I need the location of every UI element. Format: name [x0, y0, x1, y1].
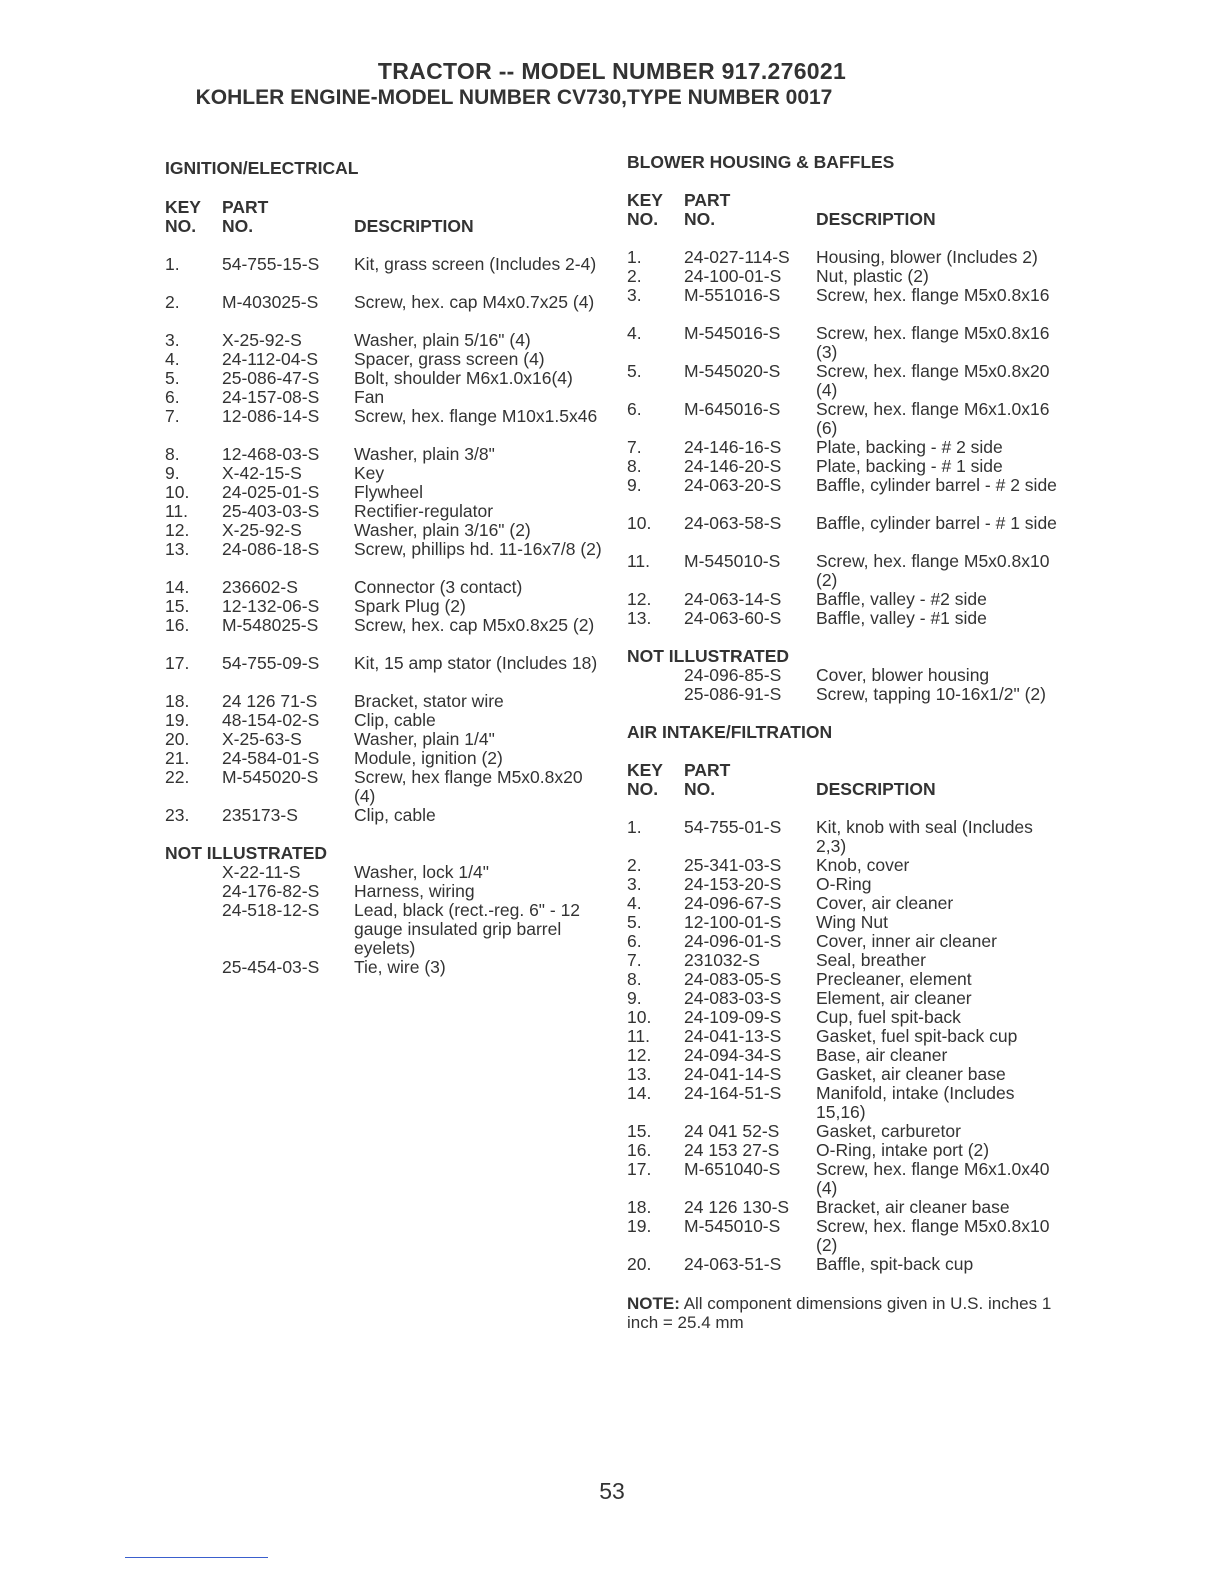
key-number: 14. [627, 1083, 652, 1103]
part-number: 24-041-14-S [684, 1064, 782, 1084]
key-number: 8. [165, 444, 180, 464]
key-number: 14. [165, 577, 190, 597]
part-number: X-25-63-S [222, 729, 302, 749]
page-number: 53 [599, 1478, 625, 1504]
part-description: Screw, hex. flange M10x1.5x46 [354, 406, 598, 426]
key-number: 13. [627, 608, 652, 628]
col-header-key-no: NO. [627, 779, 659, 799]
part-number: 54-755-09-S [222, 653, 320, 673]
part-number: 25-341-03-S [684, 855, 782, 875]
part-number: 54-755-01-S [684, 817, 782, 837]
note-text: All component dimensions given in U.S. inches 1 inch = 25.4 mm [627, 1294, 1052, 1332]
part-description: Baffle, spit-back cup [816, 1254, 974, 1274]
part-description: Housing, blower (Includes 2) [816, 247, 1038, 267]
part-number: 24-096-85-S [684, 665, 782, 685]
key-number: 20. [165, 729, 190, 749]
part-number: X-42-15-S [222, 463, 302, 483]
key-number: 10. [627, 513, 652, 533]
key-number: 7. [165, 406, 180, 426]
part-number: M-403025-S [222, 292, 319, 312]
key-number: 13. [165, 539, 190, 559]
part-number: M-545010-S [684, 1216, 781, 1236]
part-number: 48-154-02-S [222, 710, 320, 730]
part-number: 24-176-82-S [222, 881, 320, 901]
part-description: Clip, cable [354, 710, 436, 730]
footer-divider [125, 1557, 268, 1558]
part-description: Washer, plain 5/16" (4) [354, 330, 531, 350]
part-number: 24-153-20-S [684, 874, 782, 894]
key-number: 10. [627, 1007, 652, 1027]
part-number: 12-100-01-S [684, 912, 782, 932]
part-number: 24-146-16-S [684, 437, 782, 457]
part-number: 24-083-03-S [684, 988, 782, 1008]
part-description: Cover, inner air cleaner [816, 931, 997, 951]
part-number: 24-094-34-S [684, 1045, 782, 1065]
key-number: 3. [627, 285, 642, 305]
part-number: X-25-92-S [222, 520, 302, 540]
part-number: 25-086-91-S [684, 684, 782, 704]
key-number: 19. [627, 1216, 652, 1236]
part-description: Cover, air cleaner [816, 893, 954, 913]
part-description: Washer, plain 1/4" [354, 729, 495, 749]
part-description: Baffle, cylinder barrel - # 2 side [816, 475, 1057, 495]
col-header-part-no: NO. [684, 779, 716, 799]
key-number: 6. [165, 387, 180, 407]
part-description: Screw, hex. flange M5x0.8x16 (3) [816, 323, 1050, 362]
part-description: O-Ring [816, 874, 872, 894]
part-number: 24-109-09-S [684, 1007, 782, 1027]
part-description: Screw, hex. flange M5x0.8x20 (4) [816, 361, 1050, 400]
part-number: 24-096-01-S [684, 931, 782, 951]
part-number: 24 041 52-S [684, 1121, 780, 1141]
part-description: Washer, lock 1/4" [354, 862, 489, 882]
part-description: Screw, hex. flange M5x0.8x16 [816, 285, 1050, 305]
part-description: Plate, backing - # 1 side [816, 456, 1003, 476]
part-number: M-545020-S [684, 361, 781, 381]
section-title: IGNITION/ELECTRICAL [165, 158, 359, 178]
part-description: Base, air cleaner [816, 1045, 948, 1065]
part-number: 25-403-03-S [222, 501, 320, 521]
key-number: 4. [165, 349, 180, 369]
key-number: 12. [165, 520, 190, 540]
part-number: 24-157-08-S [222, 387, 320, 407]
part-number: 12-468-03-S [222, 444, 320, 464]
page-subtitle: KOHLER ENGINE-MODEL NUMBER CV730,TYPE NUMBER 0017 [195, 86, 833, 109]
part-number: 25-454-03-S [222, 957, 320, 977]
key-number: 19. [165, 710, 190, 730]
key-number: 3. [627, 874, 642, 894]
part-number: 24-100-01-S [684, 266, 782, 286]
part-number: M-651040-S [684, 1159, 781, 1179]
key-number: 17. [627, 1159, 652, 1179]
note-label: NOTE: [627, 1294, 680, 1313]
part-description: Screw, tapping 10-16x1/2" (2) [816, 684, 1046, 704]
key-number: 20. [627, 1254, 652, 1274]
part-description: Clip, cable [354, 805, 436, 825]
col-header-part-no: NO. [222, 216, 254, 236]
part-description: Bolt, shoulder M6x1.0x16(4) [354, 368, 573, 388]
key-number: 10. [165, 482, 190, 502]
part-description: Screw, hex. cap M5x0.8x25 (2) [354, 615, 595, 635]
part-number: 24-096-67-S [684, 893, 782, 913]
part-number: 24 153 27-S [684, 1140, 780, 1160]
key-number: 15. [165, 596, 190, 616]
key-number: 18. [165, 691, 190, 711]
key-number: 4. [627, 893, 642, 913]
key-number: 12. [627, 589, 652, 609]
part-description: Seal, breather [816, 950, 926, 970]
part-number: 24-086-18-S [222, 539, 320, 559]
col-header-key: KEY [627, 190, 663, 210]
key-number: 18. [627, 1197, 652, 1217]
part-description: Nut, plastic (2) [816, 266, 929, 286]
part-number: 24-518-12-S [222, 900, 320, 920]
part-number: 24-063-60-S [684, 608, 782, 628]
part-description: Harness, wiring [354, 881, 475, 901]
key-number: 8. [627, 456, 642, 476]
part-number: 24-025-01-S [222, 482, 320, 502]
key-number: 7. [627, 950, 642, 970]
part-description: Spark Plug (2) [354, 596, 466, 616]
key-number: 15. [627, 1121, 652, 1141]
part-number: 235173-S [222, 805, 298, 825]
col-header-key-no: NO. [165, 216, 197, 236]
col-header-key: KEY [627, 760, 663, 780]
part-description: Precleaner, element [816, 969, 972, 989]
key-number: 21. [165, 748, 190, 768]
key-number: 11. [165, 501, 189, 521]
part-number: M-545020-S [222, 767, 319, 787]
key-number: 22. [165, 767, 190, 787]
part-description: Module, ignition (2) [354, 748, 503, 768]
col-header-description: DESCRIPTION [816, 209, 936, 229]
part-description: Screw, hex. flange M6x1.0x40 (4) [816, 1159, 1050, 1198]
part-description: Cover, blower housing [816, 665, 990, 685]
col-header-description: DESCRIPTION [354, 216, 474, 236]
key-number: 1. [627, 247, 642, 267]
part-description: Kit, knob with seal (Includes 2,3) [816, 817, 1033, 856]
part-number: 24-584-01-S [222, 748, 320, 768]
part-number: M-645016-S [684, 399, 781, 419]
part-number: 24 126 130-S [684, 1197, 790, 1217]
part-description: Screw, hex. flange M5x0.8x10 (2) [816, 1216, 1050, 1255]
part-number: 12-132-06-S [222, 596, 320, 616]
part-number: M-545016-S [684, 323, 781, 343]
key-number: 2. [627, 266, 642, 286]
section-title: AIR INTAKE/FILTRATION [627, 722, 833, 742]
key-number: 1. [627, 817, 642, 837]
key-number: 11. [627, 551, 651, 571]
part-description: Key [354, 463, 385, 483]
part-number: M-551016-S [684, 285, 781, 305]
key-number: 2. [627, 855, 642, 875]
part-description: Fan [354, 387, 385, 407]
part-description: Plate, backing - # 2 side [816, 437, 1003, 457]
key-number: 13. [627, 1064, 652, 1084]
key-number: 6. [627, 399, 642, 419]
col-header-key: KEY [165, 197, 201, 217]
key-number: 1. [165, 254, 180, 274]
section-air-intake [627, 0, 1067, 1290]
part-description: Bracket, stator wire [354, 691, 504, 711]
section-ignition-electrical [165, 0, 605, 1000]
part-description: Screw, hex. cap M4x0.7x25 (4) [354, 292, 595, 312]
part-number: 231032-S [684, 950, 760, 970]
key-number: 11. [627, 1026, 651, 1046]
part-description: Lead, black (rect.-reg. 6" - 12 gauge insulated grip barrel eyelets) [354, 900, 581, 958]
key-number: 23. [165, 805, 190, 825]
col-header-part-no: NO. [684, 209, 716, 229]
page-title: TRACTOR -- MODEL NUMBER 917.276021 [377, 58, 847, 84]
part-number: 24-083-05-S [684, 969, 782, 989]
part-description: Screw, phillips hd. 11-16x7/8 (2) [354, 539, 602, 559]
key-number: 3. [165, 330, 180, 350]
not-illustrated-title: NOT ILLUSTRATED [165, 843, 328, 863]
part-description: Baffle, cylinder barrel - # 1 side [816, 513, 1057, 533]
col-header-part: PART [222, 197, 269, 217]
part-number: 24-164-51-S [684, 1083, 782, 1103]
key-number: 2. [165, 292, 180, 312]
part-description: Element, air cleaner [816, 988, 972, 1008]
key-number: 4. [627, 323, 642, 343]
col-header-part: PART [684, 190, 731, 210]
key-number: 9. [165, 463, 180, 483]
part-number: 236602-S [222, 577, 298, 597]
part-number: 54-755-15-S [222, 254, 320, 274]
part-number: X-25-92-S [222, 330, 302, 350]
part-description: Screw, hex. flange M6x1.0x16 (6) [816, 399, 1050, 438]
part-number: 24-112-04-S [222, 349, 318, 369]
part-description: Gasket, fuel spit-back cup [816, 1026, 1018, 1046]
part-number: 24-063-58-S [684, 513, 782, 533]
part-number: X-22-11-S [222, 862, 301, 882]
key-number: 5. [627, 912, 642, 932]
key-number: 8. [627, 969, 642, 989]
part-description: Spacer, grass screen (4) [354, 349, 545, 369]
key-number: 5. [627, 361, 642, 381]
part-description: Bracket, air cleaner base [816, 1197, 1010, 1217]
part-description: Kit, grass screen (Includes 2-4) [354, 254, 597, 274]
part-number: 24-041-13-S [684, 1026, 782, 1046]
part-description: Flywheel [354, 482, 424, 502]
part-number: 24-063-20-S [684, 475, 782, 495]
note [627, 1294, 1057, 1332]
key-number: 16. [165, 615, 190, 635]
col-header-description: DESCRIPTION [816, 779, 936, 799]
part-description: Washer, plain 3/16" (2) [354, 520, 531, 540]
not-illustrated-title: NOT ILLUSTRATED [627, 646, 790, 666]
part-number: 24-063-51-S [684, 1254, 782, 1274]
key-number: 9. [627, 988, 642, 1008]
key-number: 5. [165, 368, 180, 388]
part-number: M-545010-S [684, 551, 781, 571]
part-description: Connector (3 contact) [354, 577, 523, 597]
part-description: O-Ring, intake port (2) [816, 1140, 990, 1160]
section-title: BLOWER HOUSING & BAFFLES [627, 152, 895, 172]
key-number: 16. [627, 1140, 652, 1160]
col-header-part: PART [684, 760, 731, 780]
part-description: Gasket, air cleaner base [816, 1064, 1006, 1084]
part-description: Kit, 15 amp stator (Includes 18) [354, 653, 598, 673]
part-description: Baffle, valley - #1 side [816, 608, 987, 628]
part-description: Rectifier-regulator [354, 501, 494, 521]
part-description: Washer, plain 3/8" [354, 444, 495, 464]
part-number: 24-027-114-S [684, 247, 790, 267]
key-number: 12. [627, 1045, 652, 1065]
part-description: Wing Nut [816, 912, 888, 932]
part-number: 24 126 71-S [222, 691, 318, 711]
part-description: Baffle, valley - #2 side [816, 589, 987, 609]
part-description: Screw, hex. flange M5x0.8x10 (2) [816, 551, 1050, 590]
part-description: Cup, fuel spit-back [816, 1007, 961, 1027]
part-description: Manifold, intake (Includes 15,16) [816, 1083, 1015, 1122]
part-number: 24-146-20-S [684, 456, 782, 476]
part-description: Gasket, carburetor [816, 1121, 961, 1141]
part-number: M-548025-S [222, 615, 319, 635]
key-number: 7. [627, 437, 642, 457]
part-number: 24-063-14-S [684, 589, 782, 609]
part-number: 25-086-47-S [222, 368, 320, 388]
part-description: Screw, hex flange M5x0.8x20 (4) [354, 767, 583, 806]
col-header-key-no: NO. [627, 209, 659, 229]
key-number: 17. [165, 653, 190, 673]
part-description: Tie, wire (3) [354, 957, 446, 977]
key-number: 6. [627, 931, 642, 951]
key-number: 9. [627, 475, 642, 495]
part-description: Knob, cover [816, 855, 910, 875]
part-number: 12-086-14-S [222, 406, 320, 426]
